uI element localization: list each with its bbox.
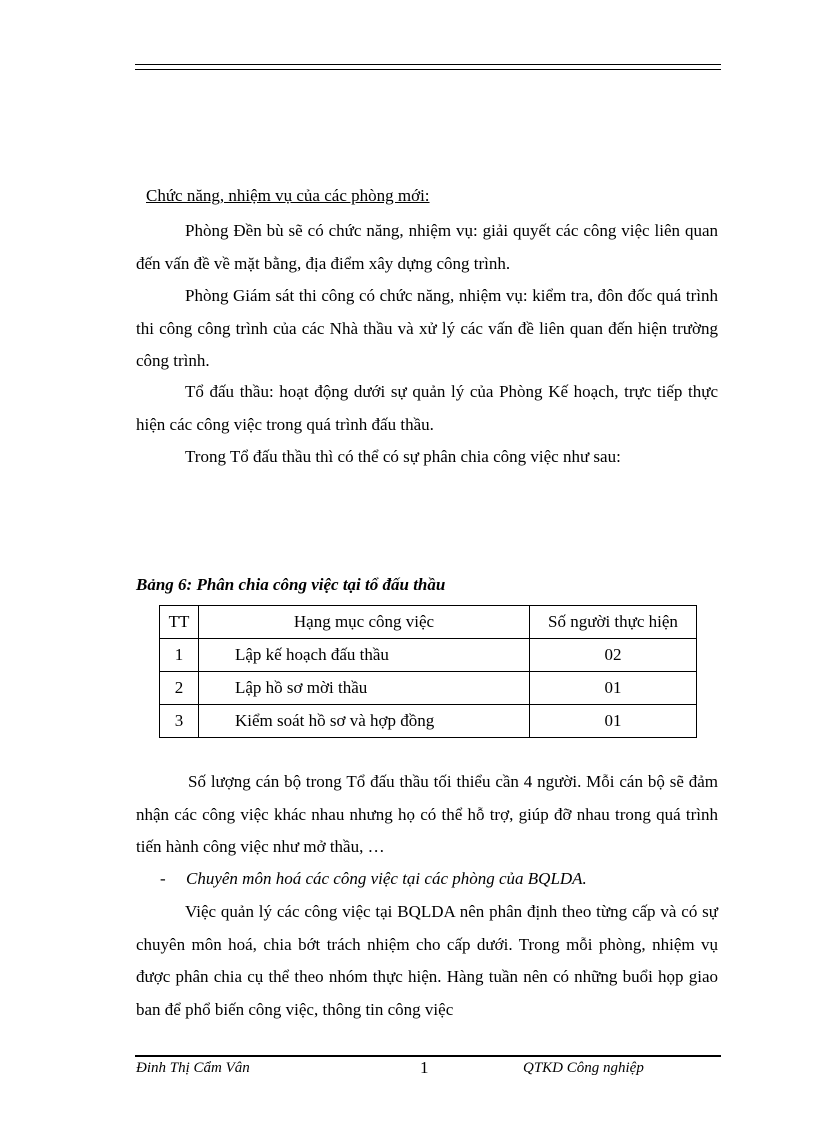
row-index: 1 [160, 639, 199, 672]
header-task: Hạng mục công việc [199, 606, 530, 639]
row-task: Lập kế hoạch đấu thầu [199, 639, 530, 672]
page-number: 1 [420, 1058, 429, 1077]
row-task: Lập hồ sơ mời thầu [199, 672, 530, 705]
footer-author: Đinh Thị Cẩm Vân [136, 1060, 250, 1076]
table-header-row [160, 606, 697, 639]
paragraph-to-dau-thau: Tổ đấu thầu: hoạt động dưới sự quản lý của Phòng Kế hoạch, trực tiếp thực hiện các công việc trong quá trình đấu thầu. [136, 382, 718, 434]
table-row [160, 672, 697, 705]
row-task: Kiểm soát hồ sơ và hợp đồng [199, 705, 530, 738]
paragraph-giam-sat: Phòng Giám sát thi công có chức năng, nhiệm vụ: kiểm tra, đôn đốc quá trình thi công công trình của các Nhà thầu và xử lý các vấn đề liên quan đến hiện trường công trình. [136, 286, 718, 370]
table-caption: Bảng 6: Phân chia công việc tại tổ đấu thầu [136, 575, 446, 594]
paragraph-so-luong: Số lượng cán bộ trong Tổ đấu thầu tối thiểu cần 4 người. Mỗi cán bộ sẽ đảm nhận các công việc khác nhau nhưng họ có thể hỗ trợ, giúp đỡ nhau trong quá trình tiến hành công việc như mở thầu, … [136, 772, 718, 856]
footer-department: QTKD Công nghiệp [523, 1060, 644, 1076]
table-row [160, 639, 697, 672]
work-allocation-table [159, 605, 697, 738]
row-people: 01 [530, 705, 697, 738]
paragraph-phan-chia: Trong Tổ đấu thầu thì có thể có sự phân chia công việc như sau: [185, 447, 621, 466]
header-tt: TT [160, 606, 199, 639]
row-people: 01 [530, 672, 697, 705]
row-people: 02 [530, 639, 697, 672]
bullet-text: Chuyên môn hoá các công việc tại các phòng của BQLDA. [186, 869, 587, 888]
row-index: 3 [160, 705, 199, 738]
paragraph-den-bu: Phòng Đền bù sẽ có chức năng, nhiệm vụ: giải quyết các công việc liên quan đến vấn đề về mặt bằng, địa điểm xây dựng công trình. [136, 221, 718, 273]
section-heading: Chức năng, nhiệm vụ của các phòng mới: [146, 186, 430, 205]
table-row [160, 705, 697, 738]
header-rule [135, 64, 721, 70]
bullet-marker: - [160, 869, 166, 888]
header-people: Số người thực hiện [530, 606, 697, 639]
footer-rule [135, 1055, 721, 1057]
paragraph-quan-ly: Việc quản lý các công việc tại BQLDA nên phân định theo từng cấp và có sự chuyên môn hoá, chia bớt trách nhiệm cho cấp dưới. Trong mỗi phòng, nhiệm vụ được phân chia cụ thể theo nhóm thực hiện. Hàng tuần nên có những buổi họp giao ban để phổ biến công việc, thông tin công việc [136, 902, 718, 1019]
row-index: 2 [160, 672, 199, 705]
